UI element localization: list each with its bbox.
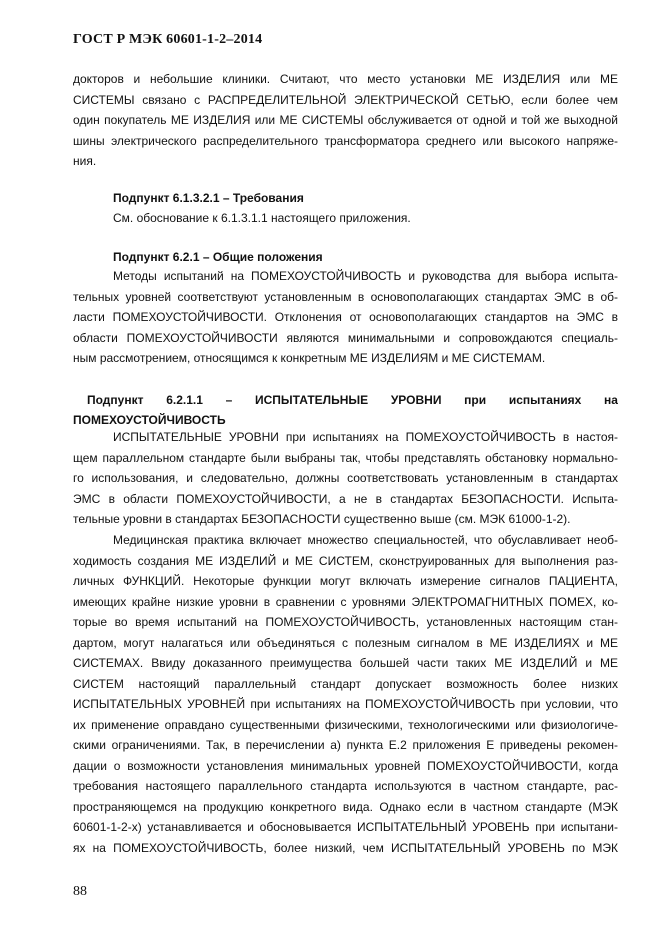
heading-line-1 (73, 390, 618, 410)
heading-word: при (464, 393, 487, 407)
text-line: тельные уровни в стандартах БЕЗОПАСНОСТИ существенно выше (см. МЭК 61000-1-2). (73, 512, 571, 526)
text-line: ИСПЫТАТЕЛЬНЫХ УРОВНЕЙ при испытаниях на ПОМЕХОУСТОЙЧИВОСТЬ при условии, что (73, 697, 618, 711)
text-line: ИСПЫТАТЕЛЬНЫЕ УРОВНИ при испытаниях на ПОМЕХОУСТОЙЧИВОСТЬ в настоя- (113, 430, 618, 444)
text-line: ния. (73, 154, 97, 168)
text-line: скими ограничениями. Так, в перечислении а) пункта Е.2 приложения Е приведены рекомен- (73, 738, 618, 752)
text-line: Медицинская практика включает множество специальностей, что обуславливает необ- (113, 533, 618, 547)
text-line: тельных уровней соответствуют установленным в основополагающих стандартах ЭМС в об- (73, 289, 618, 304)
text-line: пространяющемся на продукцию конкретного вида. Однако если в частном стандарте (МЭК (73, 799, 618, 814)
heading-word: на (603, 393, 618, 407)
paragraph-general-provisions (73, 266, 618, 369)
text-line: докторов и небольшие клиники. Считают, что место установки МЕ ИЗДЕЛИЯ или МЕ (73, 72, 618, 86)
text-line: шины электрического распределительного трансформатора среднего или высокого напряже- (73, 133, 618, 148)
text-line: их применение оправдано существенными физическими, технологическими или физиологиче- (73, 717, 618, 732)
heading-word: – (225, 393, 233, 407)
text-line: Методы испытаний на ПОМЕХОУСТОЙЧИВОСТЬ и руководства для выбора испыта- (113, 269, 618, 283)
text-line: области ПОМЕХОУСТОЙЧИВОСТИ являются минимальными и сопровождаются специаль- (73, 330, 618, 345)
paragraph-medical-practice (73, 530, 618, 858)
subclause-text-6-1-3-2-1: См. обоснование к 6.1.3.1.1 настоящего приложения. (113, 211, 411, 225)
text-line: го использования, и следовательно, должны соответствовать установленным в стандартах (73, 471, 618, 485)
text-line: ным рассмотрением, относящимся к конкретным МЕ ИЗДЕЛИЯМ и МЕ СИСТЕМАМ. (73, 351, 546, 365)
text-line: дартом, могут налагаться или объединяться с полезным сигналом в МЕ ИЗДЕЛИЯХ и МЕ (73, 635, 618, 650)
text-line: один покупатель МЕ ИЗДЕЛИЯ или МЕ СИСТЕМЫ обслуживается от одной и той же выходной (73, 113, 618, 127)
heading-line-2: ПОМЕХОУСТОЙЧИВОСТЬ (73, 413, 226, 427)
paragraph-test-levels (73, 427, 618, 530)
document-header: ГОСТ Р МЭК 60601-1-2–2014 (73, 32, 263, 47)
text-line: щем параллельном стандарте были выбраны так, чтобы представлять обстановку нормально- (73, 450, 618, 465)
text-line: 60601-1-2-х) устанавливается и обосновывается ИСПЫТАТЕЛЬНЫЙ УРОВЕНЬ при испытани- (73, 820, 618, 834)
text-line: СИСТЕМАХ. Ввиду доказанного преимущества большей части таких МЕ ИЗДЕЛИЙ и МЕ (73, 656, 618, 670)
text-line: ЭМС в области ПОМЕХОУСТОЙЧИВОСТИ, а не в стандартах БЕЗОПАСНОСТИ. Испыта- (73, 491, 618, 506)
text-line: ях на ПОМЕХОУСТОЙЧИВОСТЬ, более низкий, чем ИСПЫТАТЕЛЬНЫЙ УРОВЕНЬ по МЭК (73, 840, 618, 855)
text-line: имеющих крайне низкие уровни в сравнении с уровнями ЭЛЕКТРОМАГНИТНЫХ ПОМЕХ, ко- (73, 594, 618, 609)
heading-word: УРОВНИ (390, 393, 442, 407)
page-number: 88 (73, 884, 87, 899)
heading-word: 6.2.1.1 (166, 393, 203, 407)
heading-word: Подпункт (87, 393, 144, 407)
subclause-heading-6-1-3-2-1: Подпункт 6.1.3.2.1 – Требования (113, 191, 304, 205)
heading-word: ИСПЫТАТЕЛЬНЫЕ (255, 393, 369, 407)
text-line: личных ФУНКЦИЙ. Некоторые функции могут включать измерение сигналов ПАЦИЕНТА, (73, 574, 618, 588)
text-line: ходимость создания МЕ ИЗДЕЛИЙ и МЕ СИСТЕМ, сконструированных для выполнения раз- (73, 553, 618, 568)
paragraph-continuation (73, 69, 618, 172)
subclause-heading-6-2-1: Подпункт 6.2.1 – Общие положения (113, 250, 323, 264)
text-line: ласти ПОМЕХОУСТОЙЧИВОСТИ. Отклонения от основополагающих стандартов на ЭМС в (73, 310, 618, 324)
text-line: дации о возможности установления минимальных уровней ПОМЕХОУСТОЙЧИВОСТИ, когда (73, 758, 618, 773)
subclause-heading-6-2-1-1 (73, 390, 618, 430)
text-line: СИСТЕМЫ связано с РАСПРЕДЕЛИТЕЛЬНОЙ ЭЛЕКТРИЧЕСКОЙ СЕТЬЮ, если более чем (73, 92, 618, 107)
heading-word: испытаниях (508, 393, 582, 407)
text-line: требования настоящего параллельного стандарта используются в частном стандарте, рас- (73, 779, 618, 793)
text-line: торые во время испытаний на ПОМЕХОУСТОЙЧИВОСТЬ, установленных настоящим стан- (73, 615, 618, 629)
text-line: СИСТЕМ настоящий параллельный стандарт допускает возможность более низких (73, 676, 618, 691)
